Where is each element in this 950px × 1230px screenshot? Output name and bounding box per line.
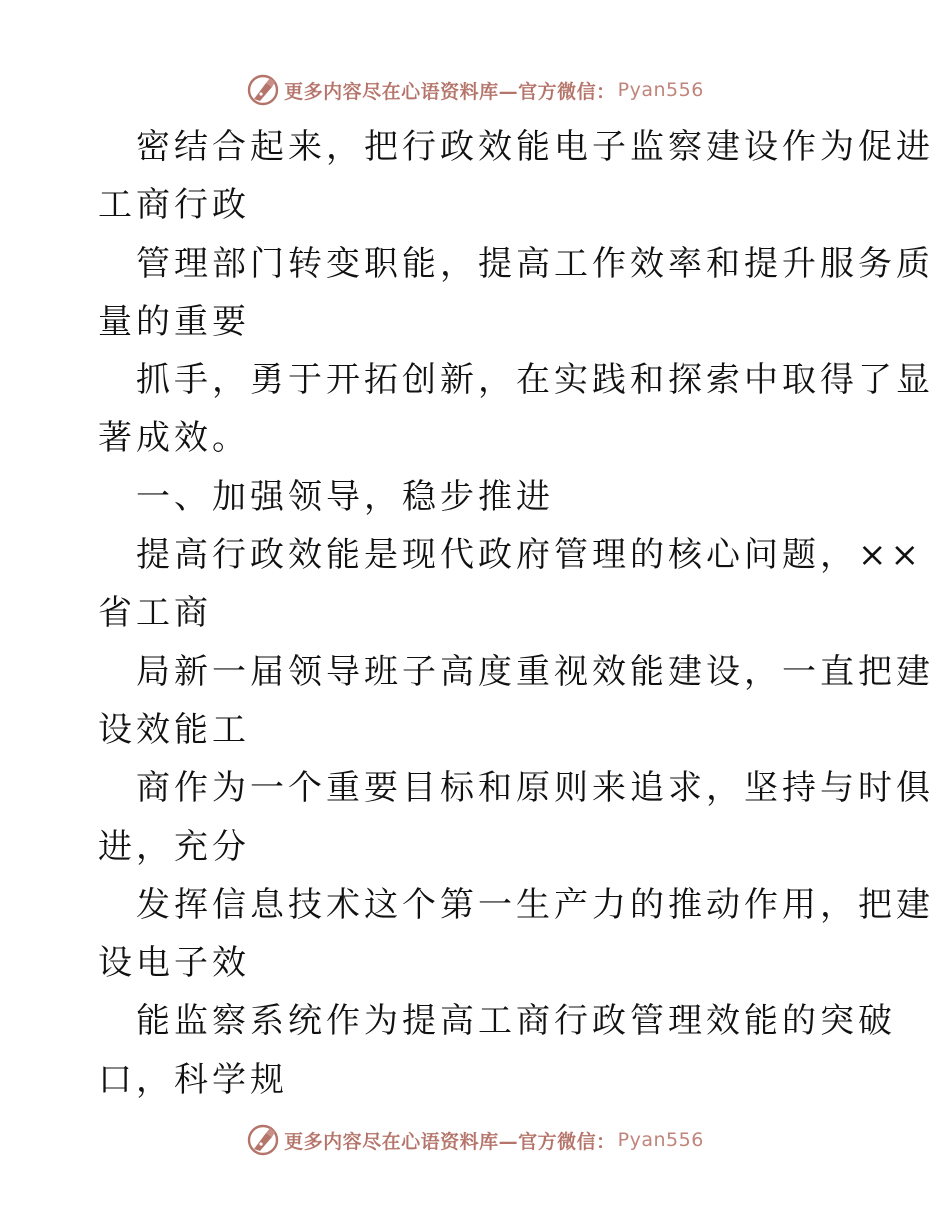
text-line: 能监察系统作为提高工商行政管理效能的突破 — [136, 1001, 896, 1042]
text-line: 量的重要 — [98, 301, 250, 342]
text-line: 商作为一个重要目标和原则来追求，坚持与时俱 — [136, 768, 934, 809]
text-line: 管理部门转变职能，提高工作效率和提升服务质 — [136, 243, 934, 284]
header-banner — [0, 70, 950, 110]
banner-text: 更多内容尽在心语资料库—官方微信： — [284, 1130, 616, 1153]
section-heading: 一、加强领导，稳步推进 — [136, 476, 554, 517]
text-line: 抓手，勇于开拓创新，在实践和探索中取得了显 — [136, 360, 934, 401]
text-line: 工商行政 — [98, 185, 250, 226]
text-line: 提高行政效能是现代政府管理的核心问题，×× — [136, 535, 923, 576]
document-body — [98, 118, 934, 1109]
pen-nib-logo-icon — [246, 73, 280, 107]
banner-text: 更多内容尽在心语资料库—官方微信： — [284, 80, 616, 103]
text-line: 局新一届领导班子高度重视效能建设，一直把建 — [136, 651, 934, 692]
wechat-id: Pyan556 — [617, 1129, 704, 1151]
pen-nib-logo-icon — [246, 1123, 280, 1157]
footer-banner — [0, 1120, 950, 1160]
text-line: 发挥信息技术这个第一生产力的推动作用，把建 — [136, 884, 934, 925]
wechat-id: Pyan556 — [617, 79, 704, 101]
text-line: 设电子效 — [98, 943, 250, 984]
text-line: 著成效。 — [98, 418, 250, 459]
text-line: 密结合起来，把行政效能电子监察建设作为促进 — [136, 127, 934, 167]
text-line: 设效能工 — [98, 709, 250, 750]
text-line: 进，充分 — [98, 826, 250, 867]
text-line: 口，科学规 — [98, 1059, 288, 1100]
text-line: 省工商 — [98, 593, 212, 634]
